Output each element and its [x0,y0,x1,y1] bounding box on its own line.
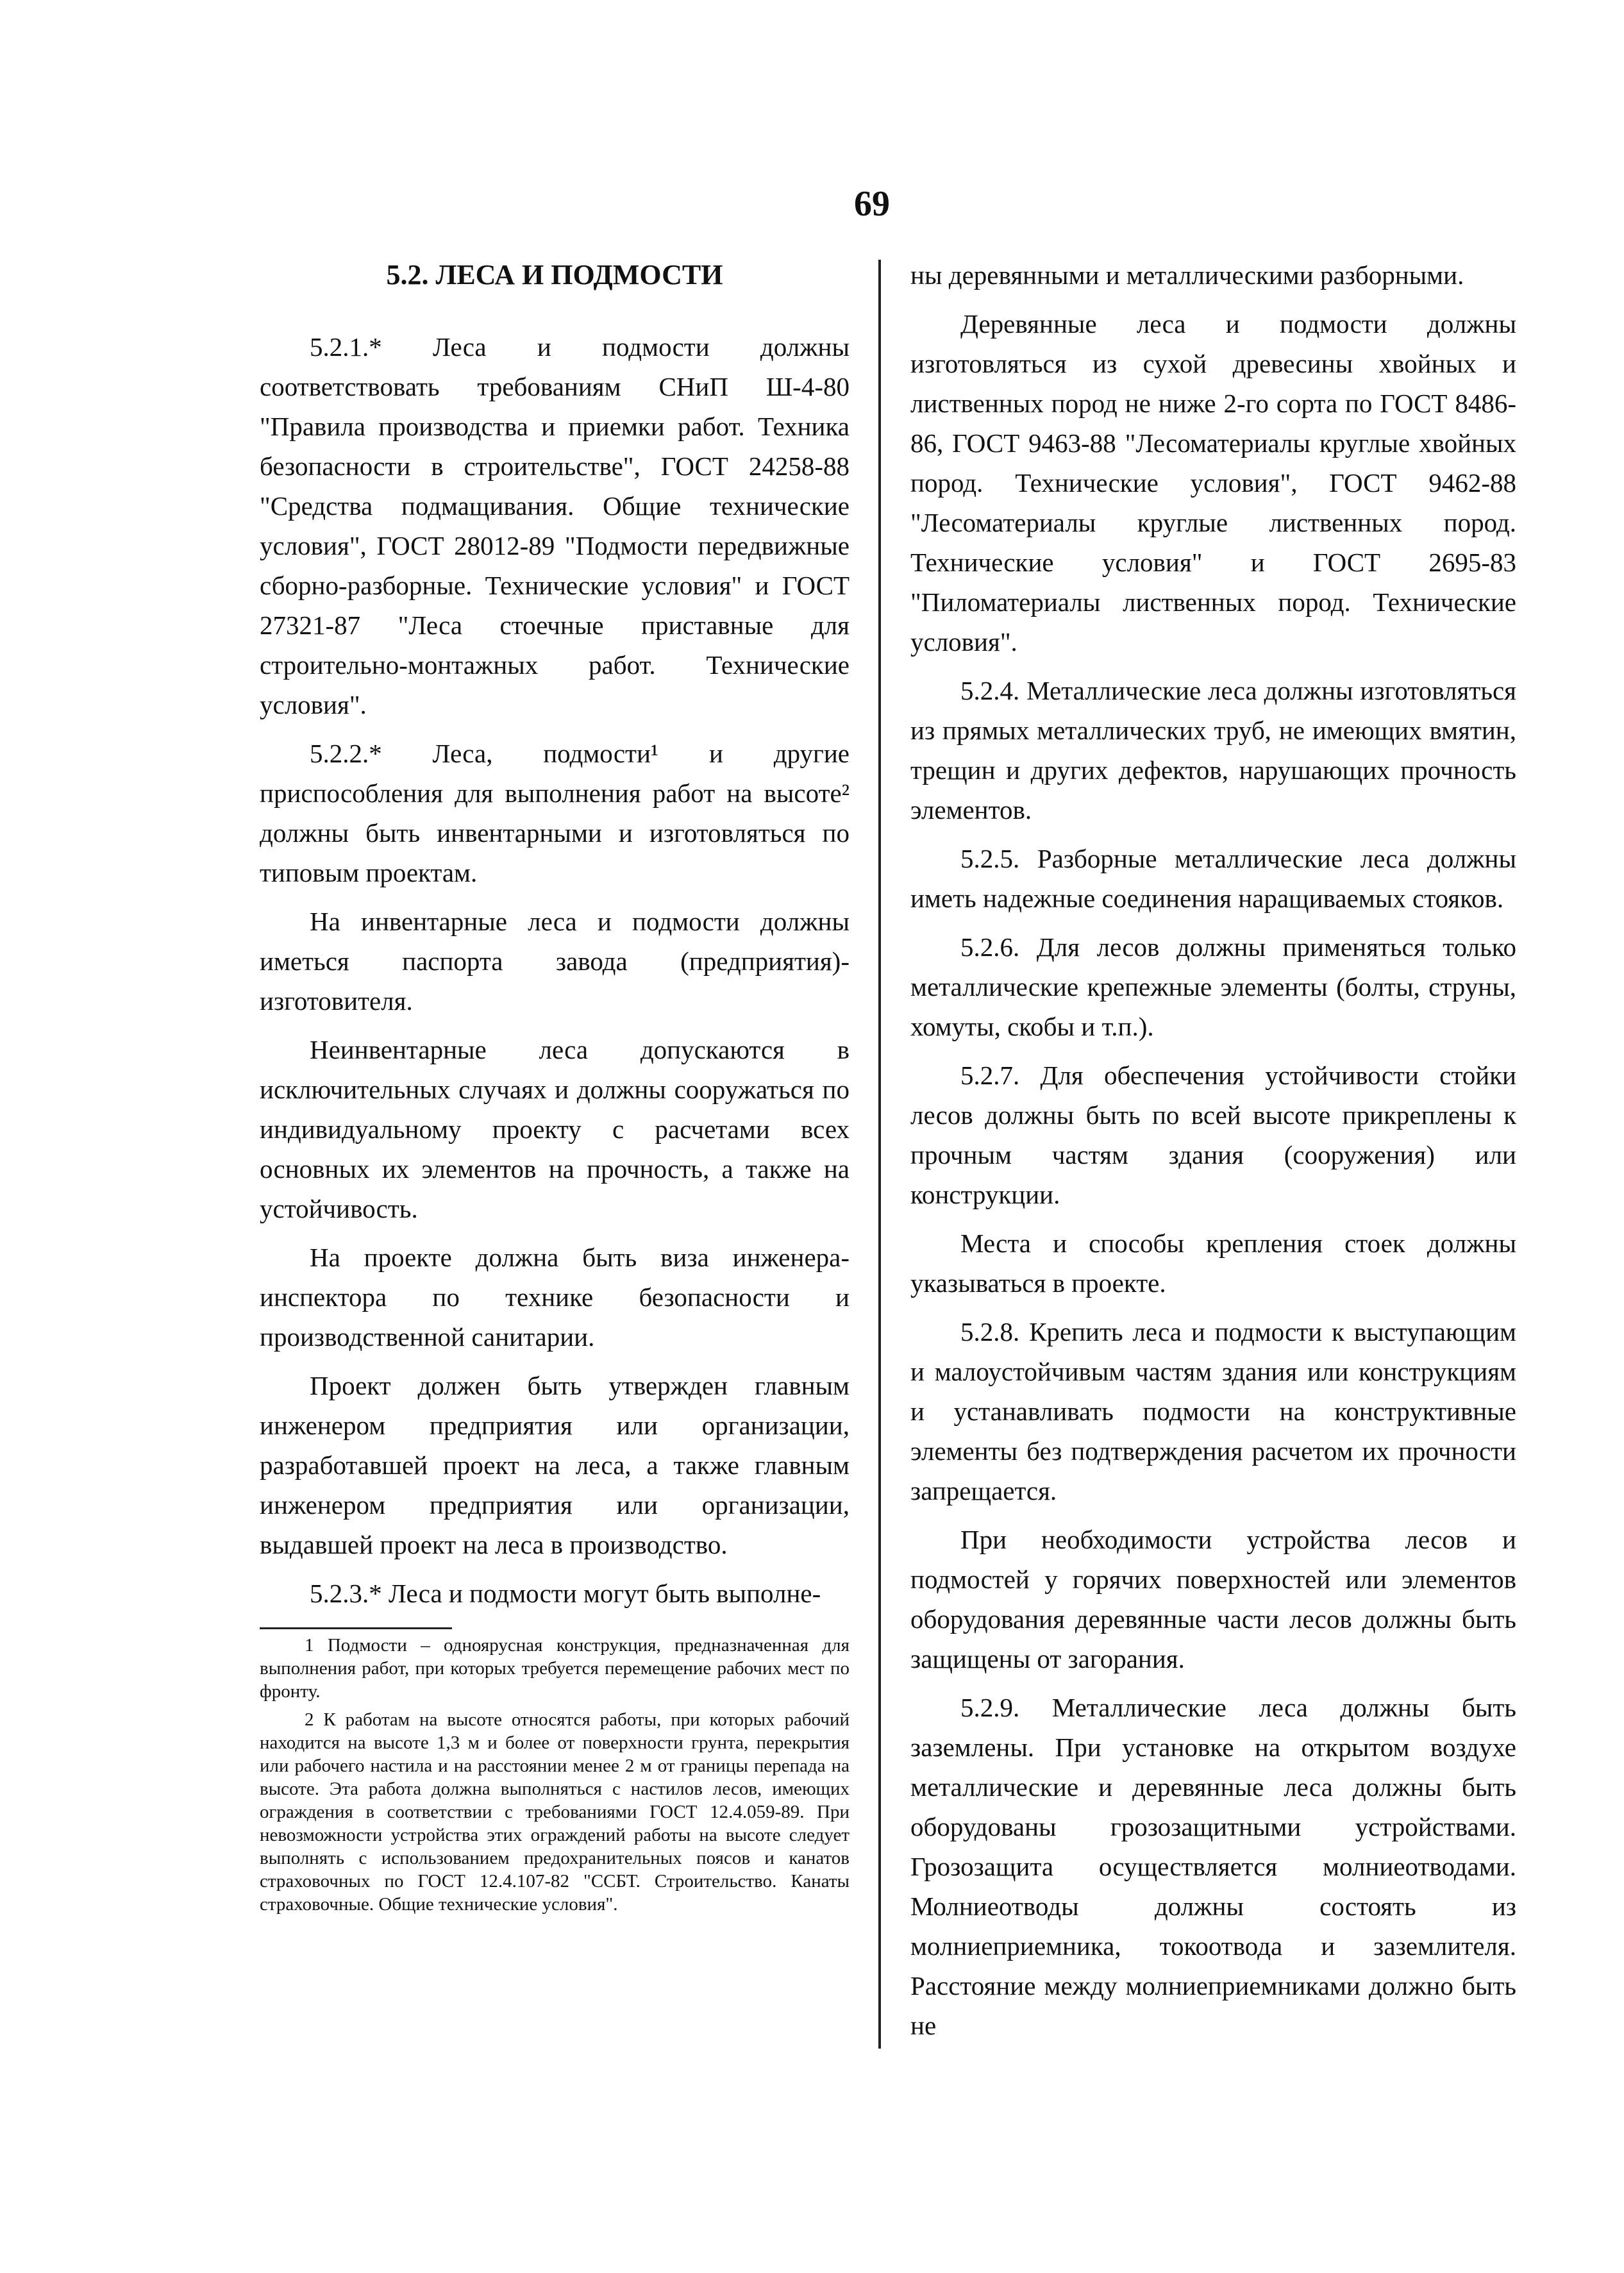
right-column [910,255,1516,2045]
paragraph-project-approval: Проект должен быть утвержден главным инженером предприятия или организации, разработавшей проект на леса, а также главным инженером предприятия или организации, выдавшей проект на леса в производство. [260,1371,850,1559]
paragraph-5-2-2: 5.2.2.* Леса, подмости¹ и другие приспособления для выполнения работ на высоте² должны быть инвентарными и изготовляться по типовым проектам. [260,739,850,887]
paragraph-fastening-places: Места и способы крепления стоек должны указываться в проекте. [910,1229,1516,1298]
paragraph-hot-surfaces: При необходимости устройства лесов и подмостей у горячих поверхностей или элементов оборудования деревянные части лесов должны быть защищены от загорания. [910,1525,1516,1673]
paragraph-non-inventory: Неинвентарные леса допускаются в исключительных случаях и должны сооружаться по индивидуальному проекту с расчетами всех основных их элементов на прочность, а также на устойчивость. [260,1035,850,1223]
paragraph-5-2-6: 5.2.6. Для лесов должны применяться только металлические крепежные элементы (болты, струны, хомуты, скобы и т.п.). [910,932,1516,1041]
paragraph-5-2-8: 5.2.8. Крепить леса и подмости к выступающим и малоустойчивым частям здания или конструкциям и устанавливать подмости на конструктивные элементы без подтверждения расчетом их прочности запрещается. [910,1317,1516,1506]
paragraph-5-2-1: 5.2.1.* Леса и подмости должны соответствовать требованиям СНиП Ш-4-80 "Правила производства и приемки работ. Техника безопасности в строительстве", ГОСТ 24258-88 "Средства подмащивания. Общие технические условия", ГОСТ 28012-89 "Подмости передвижные сборно-разборные. Технические условия" и ГОСТ 27321-87 "Леса стоечные приставные для строительно-монтажных работ. Технические условия". [260,332,850,719]
page-number: 69 [854,184,890,224]
section-title: 5.2. ЛЕСА И ПОДМОСТИ [386,259,723,290]
paragraph-wooden-scaffolds: Деревянные леса и подмости должны изготовляться из сухой древесины хвойных и лиственных пород не ниже 2-го сорта по ГОСТ 8486-86, ГОСТ 9463-88 "Лесоматериалы круглые хвойных пород. Технические условия", ГОСТ 9462-88 "Лесоматериалы круглые лиственных пород. Технические условия" и ГОСТ 2695-83 "Пиломатериалы лиственных пород. Технические условия". [910,309,1516,657]
footnotes [260,1634,850,1921]
footnote-1: 1 Подмости – одноярусная конструкция, предназначенная для выполнения работ, при которых требуется перемещение рабочих мест по фронту. [260,1635,850,1702]
paragraph-5-2-7: 5.2.7. Для обеспечения устойчивости стойки лесов должны быть по всей высоте прикреплены к прочным частям здания (сооружения) или конструкции. [910,1061,1516,1209]
paragraph-inspector-visa: На проекте должна быть виза инженера-инспектора по технике безопасности и производственной санитарии. [260,1243,850,1352]
footnote-separator [260,1627,452,1629]
paragraph-5-2-4: 5.2.4. Металлические леса должны изготовляться из прямых металлических труб, не имеющих вмятин, трещин и других дефектов, нарушающих прочность элементов. [910,676,1516,825]
paragraph-inventory-passports: На инвентарные леса и подмости должны иметься паспорта завода (предприятия)-изготовителя. [260,907,850,1016]
paragraph-5-2-9: 5.2.9. Металлические леса должны быть заземлены. При установке на открытом воздухе металлические и деревянные леса должны быть оборудованы грозозащитными устройствами. Грозозащита осуществляется молниеотводами. Молниеотводы должны состоять из молниеприемника, токоотвода и заземлителя. Расстояние между молниеприемниками должно быть не [910,1693,1516,2040]
paragraph-5-2-3-continuation: ны деревянными и металлическими разборными. [910,260,1464,290]
column-divider [878,260,881,2049]
paragraph-5-2-3: 5.2.3.* Леса и подмости могут быть выполне- [310,1579,821,1608]
left-column [260,255,850,1613]
footnote-2: 2 К работам на высоте относятся работы, при которых рабочий находится на высоте 1,3 м и более от поверхности грунта, перекрытия или рабочего настила и на расстоянии менее 2 м от границы перепада на высоте. Эта работа должна выполняться с настилов лесов, имеющих ограждения в соответствии с требованиями ГОСТ 12.4.059-89. При невозможности устройства этих ограждений работы на высоте следует выполнять с использованием предохранительных поясов и канатов страховочных по ГОСТ 12.4.107-82 "ССБТ. Строительство. Канаты страховочные. Общие технические условия". [260,1709,850,1915]
paragraph-5-2-5: 5.2.5. Разборные металлические леса должны иметь надежные соединения наращиваемых стояков. [910,844,1516,913]
